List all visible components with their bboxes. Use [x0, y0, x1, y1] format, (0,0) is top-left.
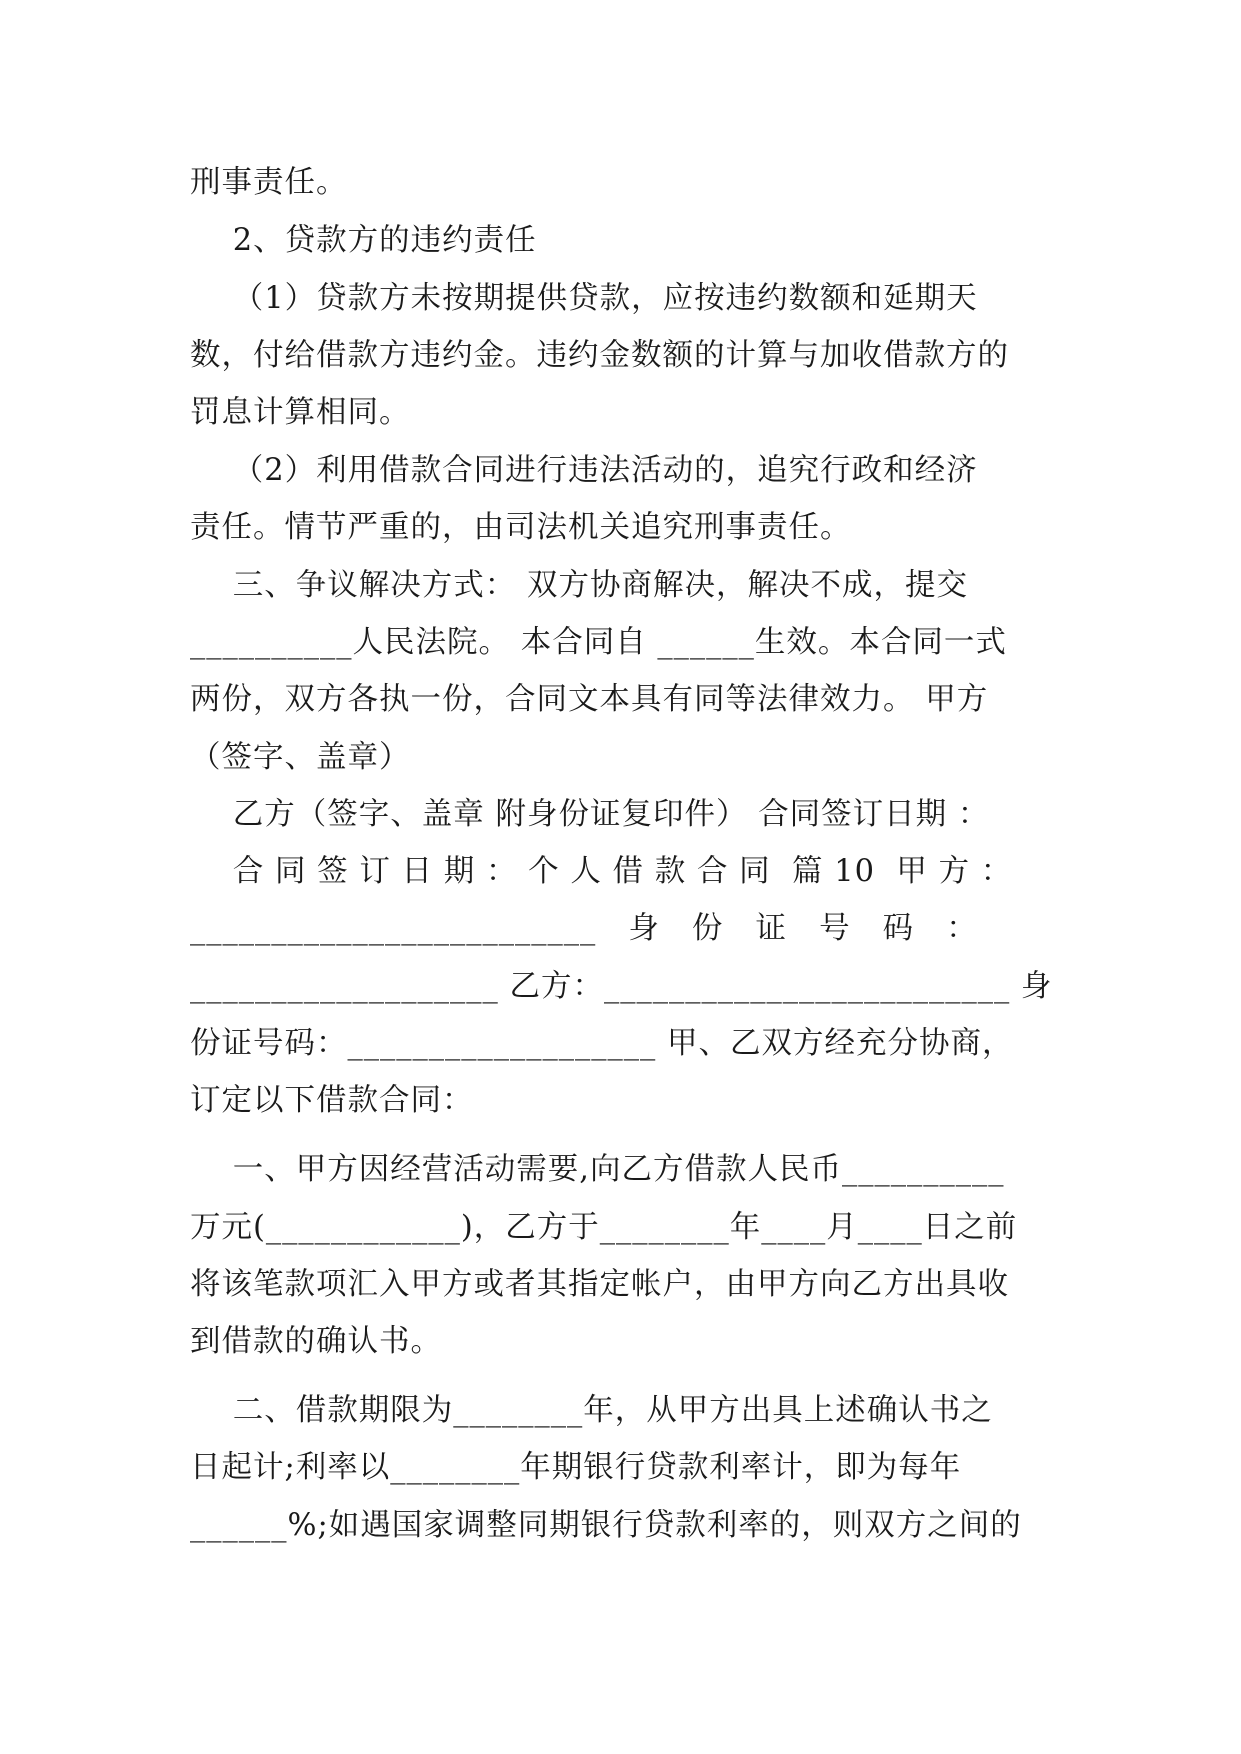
text-line: 罚息计算相同。 — [190, 395, 411, 430]
text-line: 份证号码：___________________ 甲、乙双方经充分协商， — [190, 1026, 1014, 1061]
text-line: __________人民法院。 本合同自 ______生效。本合同一式 — [190, 625, 1007, 660]
text-line: 到借款的确认书。 — [190, 1324, 442, 1359]
text-line: ___________________ 乙方：_________________________ 身 — [190, 969, 1053, 1004]
text-line: 日起计;利率以________年期银行贷款利率计，即为每年 — [190, 1450, 962, 1485]
text-line: 合 同 签 订 日 期 ： 个 人 借 款 合 同 篇 10 甲 方 ： — [190, 854, 1013, 889]
text-line: 两份，双方各执一份，合同文本具有同等法律效力。 甲方 — [190, 682, 989, 717]
text-line: 2、贷款方的违约责任 — [190, 223, 537, 258]
text-line: ______%;如遇国家调整同期银行贷款利率的，则双方之间的 — [190, 1508, 1022, 1543]
text-line: 一、甲方因经营活动需要,向乙方借款人民币__________ — [190, 1152, 1005, 1187]
text-line: 订定以下借款合同： — [190, 1083, 474, 1118]
text-line: 万元(____________)，乙方于________年____月____日之前 — [190, 1210, 1018, 1245]
text-line: （1）贷款方未按期提供贷款，应按违约数额和延期天 — [190, 281, 978, 316]
text-line: 刑事责任。 — [190, 165, 348, 200]
text-line: _________________________ 身 份 证 号 码 ： — [190, 911, 978, 946]
text-line: 二、借款期限为________年，从甲方出具上述确认书之 — [190, 1393, 993, 1428]
text-line: 数，付给借款方违约金。违约金数额的计算与加收借款方的 — [190, 338, 1009, 373]
text-line: 三、争议解决方式： 双方协商解决，解决不成，提交 — [190, 568, 968, 603]
text-line: 乙方（签字、盖章 附身份证复印件） 合同签订日期 ： — [190, 797, 990, 832]
text-line: （签字、盖章） — [190, 740, 411, 775]
text-line: （2）利用借款合同进行违法活动的，追究行政和经济 — [190, 453, 978, 488]
text-line: 将该笔款项汇入甲方或者其指定帐户，由甲方向乙方出具收 — [190, 1267, 1009, 1302]
text-line: 责任。情节严重的，由司法机关追究刑事责任。 — [190, 510, 852, 545]
